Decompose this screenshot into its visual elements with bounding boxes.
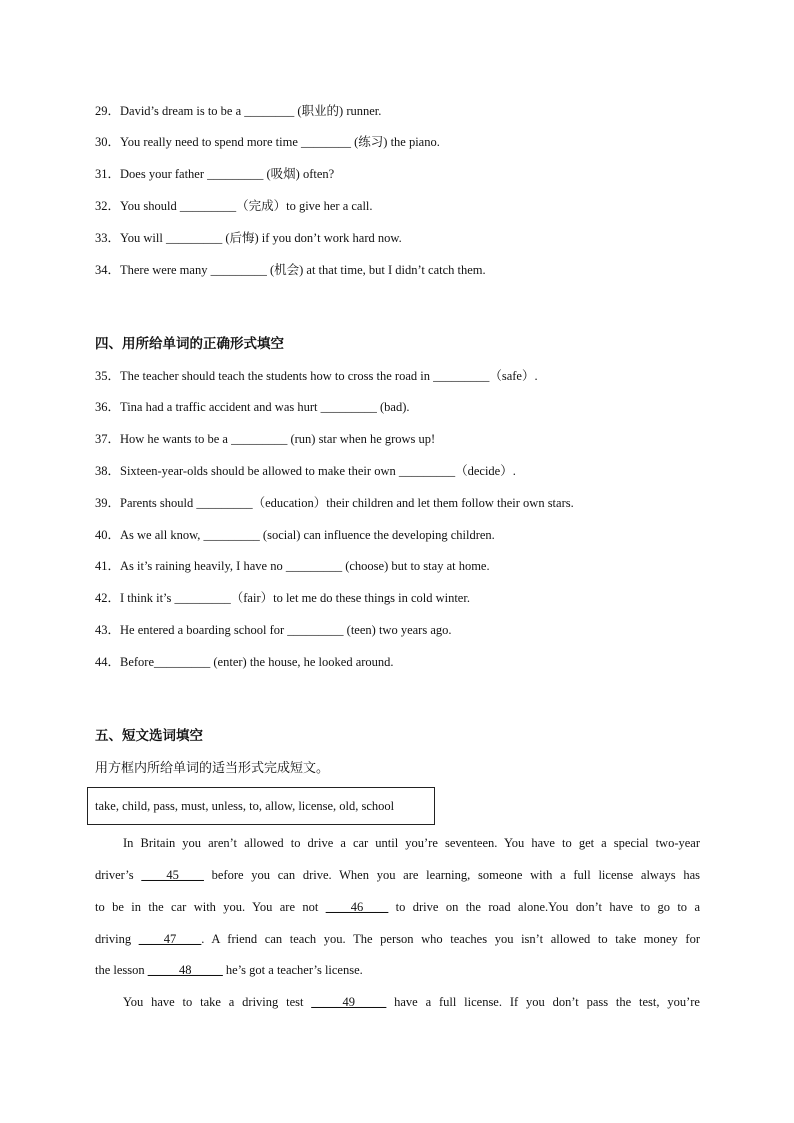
question-32: 32．You should _________（完成）to give her a call. (95, 199, 373, 213)
passage-text: he’s got a teacher’s license. (222, 963, 363, 977)
word-box-text: take, child, pass, must, unless, to, allow, license, old, school (95, 798, 395, 813)
question-29: 29．David’s dream is to be a ________ (职业的) runner. (95, 104, 382, 118)
section-4-heading: 四、用所给单词的正确形式填空 (95, 336, 284, 352)
blank-47: ____47____ (138, 932, 202, 946)
passage-text: to drive on the road alone.You don’t have to go to a (388, 900, 700, 914)
passage-text: have a full license. If you don’t pass the test, you’re (386, 995, 700, 1009)
section-5-heading: 五、短文选词填空 (95, 728, 203, 744)
passage-text: before you can drive. When you are learning, someone with a full license always has (203, 868, 700, 882)
passage-line-3 (95, 899, 700, 915)
question-36: 36．Tina had a traffic accident and was hurt _________ (bad). (95, 400, 410, 414)
blank-49: _____49_____ (311, 995, 387, 1009)
question-34: 34．There were many _________ (机会) at that time, but I didn’t catch them. (95, 263, 486, 277)
passage-line-1 (123, 835, 700, 851)
question-31: 31．Does your father _________ (吸烟) often? (95, 167, 335, 181)
question-35: 35．The teacher should teach the students how to cross the road in _________（safe）. (95, 369, 538, 383)
passage-line-6 (123, 994, 700, 1010)
passage-text: the lesson (95, 963, 148, 977)
section-5-instruction: 用方框内所给单词的适当形式完成短文。 (95, 761, 330, 776)
question-41: 41．As it’s raining heavily, I have no _________ (choose) but to stay at home. (95, 559, 490, 573)
blank-48: _____48_____ (147, 963, 223, 977)
passage-text: You have to take a driving test (123, 995, 312, 1009)
question-43: 43．He entered a boarding school for _________ (teen) two years ago. (95, 623, 452, 637)
question-42: 42．I think it’s _________（fair）to let me do these things in cold winter. (95, 591, 470, 605)
passage-text: to be in the car with you. You are not (95, 900, 326, 914)
question-33: 33．You will _________ (后悔) if you don’t work hard now. (95, 231, 402, 245)
question-37: 37．How he wants to be a _________ (run) star when he grows up! (95, 432, 436, 446)
question-40: 40．As we all know, _________ (social) can influence the developing children. (95, 528, 495, 542)
passage-text: . A friend can teach you. The person who teaches you isn’t allowed to take money for (201, 932, 700, 946)
passage-line-4 (95, 931, 700, 947)
word-box (87, 787, 435, 825)
passage-line-2 (95, 867, 700, 883)
passage-text: driver’s (95, 868, 142, 882)
passage-line-5 (95, 962, 700, 978)
question-38: 38．Sixteen-year-olds should be allowed to make their own _________（decide）. (95, 464, 516, 478)
passage-text: In Britain you aren’t allowed to drive a car until you’re seventeen. You have to get a special two-year (123, 836, 700, 850)
passage-text: driving (95, 932, 139, 946)
question-39: 39．Parents should _________（education）their children and let them follow their own stars. (95, 496, 574, 510)
blank-46: ____46____ (325, 900, 389, 914)
question-44: 44．Before_________ (enter) the house, he looked around. (95, 655, 394, 669)
blank-45: ____45____ (141, 868, 204, 882)
question-30: 30．You really need to spend more time ________ (练习) the piano. (95, 135, 440, 149)
